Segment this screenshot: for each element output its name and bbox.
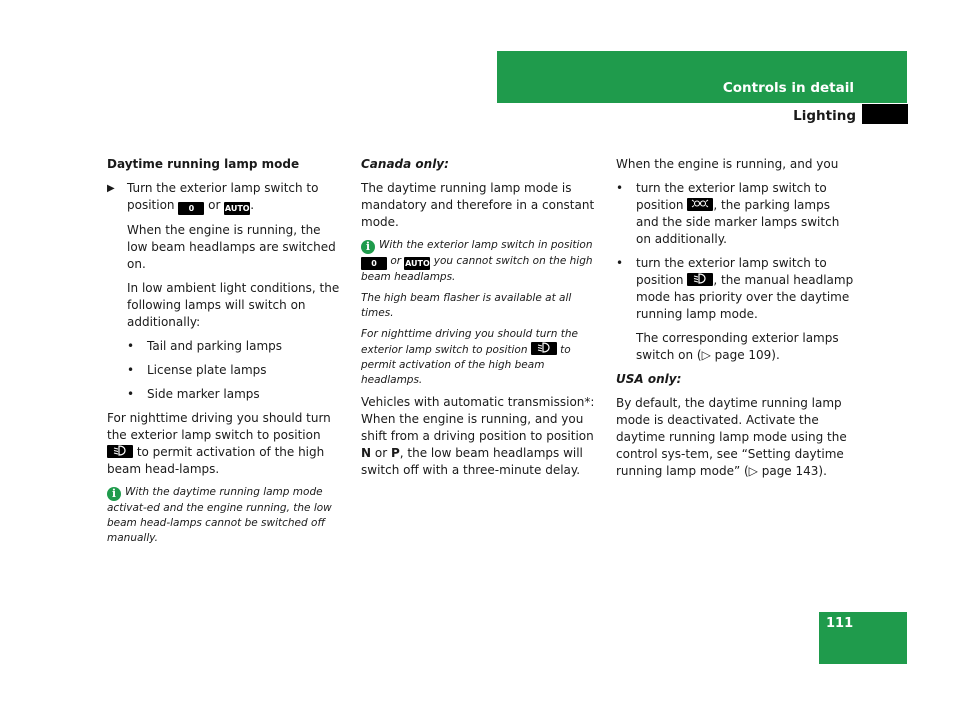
column-2 bbox=[361, 156, 601, 486]
step-arrow-icon: ▶ bbox=[107, 183, 115, 194]
column-1 bbox=[107, 156, 342, 552]
info-note: i With the daytime running lamp mode activat-ed and the engine running, the low beam head-lamps cannot be switched off manually. bbox=[107, 486, 332, 544]
info-note: i With the exterior lamp switch in position 0 or AUTO you cannot switch on the high beam headlamps. The high beam flasher is available at all times. For nighttime driving you should turn the exterior lamp switch to position to permit activation of the high beam headlamps. bbox=[361, 238, 601, 388]
list-item: • turn the exterior lamp switch to position , the parking lamps and the side marker lamps switch on additionally. bbox=[616, 180, 856, 248]
paragraph: When the engine is running, and you bbox=[616, 157, 839, 171]
subsection-title: Lighting bbox=[793, 108, 856, 124]
info-icon: i bbox=[107, 487, 121, 501]
low-beam-icon bbox=[531, 342, 557, 355]
switch-auto-icon: AUTO bbox=[224, 204, 250, 213]
switch-zero-icon: 0 bbox=[361, 257, 387, 270]
instruction-step: ▶ Turn the exterior lamp switch to position 0 or AUTO. bbox=[107, 181, 319, 213]
paragraph: For nighttime driving you should turn the exterior lamp switch to position to permit activation of the high beam head-lamps. bbox=[107, 411, 331, 476]
section-title: Controls in detail bbox=[722, 80, 854, 96]
note-paragraph: The high beam flasher is available at all times. bbox=[361, 292, 572, 319]
daytime-heading: Daytime running lamp mode bbox=[107, 157, 300, 171]
list-item: • Tail and parking lamps bbox=[127, 338, 342, 355]
info-icon: i bbox=[361, 240, 375, 254]
subsection-marker bbox=[862, 104, 908, 124]
low-beam-icon bbox=[107, 445, 133, 458]
list-item: • License plate lamps bbox=[127, 362, 342, 379]
lamp-list bbox=[107, 338, 342, 403]
switch-zero-icon: 0 bbox=[178, 202, 204, 215]
paragraph: In low ambient light conditions, the following lamps will switch on additionally: bbox=[127, 281, 340, 329]
list-item: • Side marker lamps bbox=[127, 386, 342, 403]
canada-heading: Canada only: bbox=[361, 157, 449, 171]
list-subparagraph: The corresponding exterior lamps switch on (▷ page 109). bbox=[636, 331, 839, 362]
usa-heading: USA only: bbox=[616, 372, 682, 386]
paragraph: The daytime running lamp mode is mandatory and therefore in a constant mode. bbox=[361, 181, 595, 229]
column-3 bbox=[616, 156, 856, 487]
low-beam-icon bbox=[687, 273, 713, 286]
paragraph: When the engine is running, the low beam headlamps are switched on. bbox=[127, 223, 336, 271]
page-number: 111 bbox=[826, 616, 854, 631]
parking-lamp-icon bbox=[687, 198, 713, 211]
paragraph: By default, the daytime running lamp mode is deactivated. Activate the daytime running lamp mode using the control sys-tem, see “Setting daytime running lamp mode” (▷ page 143). bbox=[616, 396, 847, 478]
list-item: • turn the exterior lamp switch to position , the manual headlamp mode has priority over the daytime running lamp mode. The corresponding exterior lamps switch on (▷ page 109). bbox=[616, 255, 856, 364]
condition-list bbox=[616, 180, 856, 364]
paragraph: Vehicles with automatic transmission*: When the engine is running, and you shift from a driving position to position N or P, the low beam headlamps will switch off with a three-minute delay. bbox=[361, 395, 595, 477]
switch-auto-icon: AUTO bbox=[405, 259, 430, 268]
